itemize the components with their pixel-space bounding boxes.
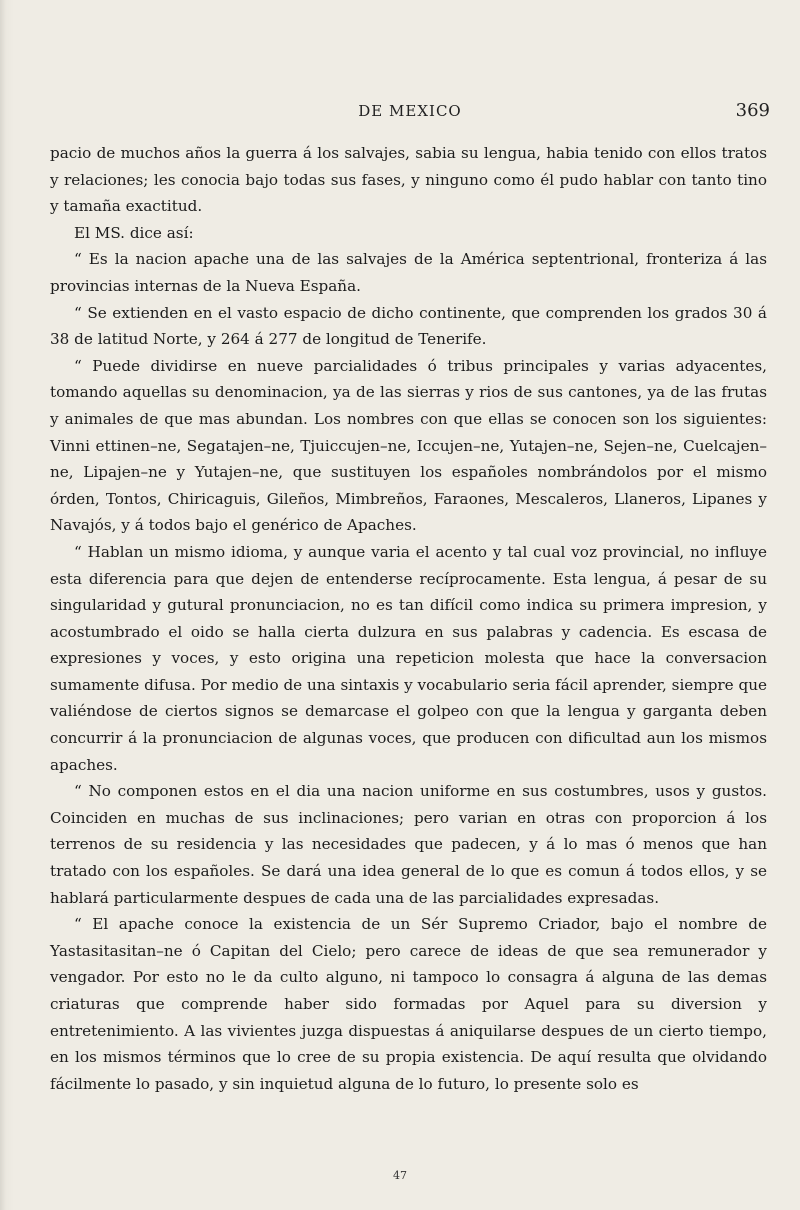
paragraph: “ El apache conoce la existencia de un Sér Supremo Criador, bajo el nombre de Yastasitasitan–ne ó Capitan del Cielo; pero carece de ideas de que sea remunerador y vengador. Por esto no le da culto alguno, ni tampoco lo consagra á alguna de las demas criaturas que comprende haber sido formadas por Aquel para su diversion y entretenimiento. A las vivientes juzga dispuestas á aniquilarse despues de un cierto tiempo, en los mismos términos que lo cree de su propia existencia. De aquí resulta que olvidando fácilmente lo pasado, y sin inquietud alguna de lo futuro, lo presente solo es — [50, 915, 767, 1093]
running-title: DE MEXICO — [358, 102, 462, 120]
body-text — [50, 140, 767, 1097]
page-number: 369 — [735, 100, 770, 121]
paragraph: “ Puede dividirse en nueve parcialidades ó tribus principales y varias adyacentes, tomando aquellas su denominacion, ya de las sierras y rios de sus cantones, ya de las frutas y animales de que mas abundan. Los nombres con que ellas se conocen son los siguientes: Vinni ettinen–ne, Segatajen–ne, Tjuiccujen–ne, Iccujen–ne, Yutajen–ne, Sejen–ne, Cuelcajen–ne, Lipajen–ne y Yutajen–ne, que sustituyen los españoles nombrándolos por el mismo órden, Tontos, Chiricaguis, Gileños, Mimbreños, Faraones, Mescaleros, Llaneros, Lipanes y Navajós, y á todos bajo el genérico de Apaches. — [50, 356, 767, 535]
paragraph: “ No componen estos en el dia una nacion uniforme en sus costumbres, usos y gustos. Coinciden en muchas de sus inclinaciones; pero varian en otras con proporcion á los terrenos de su residencia y las necesidades que padecen, y á lo mas ó menos que han tratado con los españoles. Se dará una idea general de lo que es comun á todos ellos, y se hablará particularmente despues de cada una de las parcialidades expresadas. — [50, 782, 767, 907]
paragraph: El MS. dice así: — [74, 223, 194, 242]
paragraph: “ Es la nacion apache una de las salvajes de la América septentrional, fronteriza á las provincias internas de la Nueva España. — [50, 250, 767, 295]
running-head — [50, 102, 770, 128]
signature-mark: 47 — [393, 1169, 407, 1182]
paragraph: “ Hablan un mismo idioma, y aunque varia el acento y tal cual voz provincial, no influye esta diferencia para que dejen de entenderse recíprocamente. Esta lengua, á pesar de su singularidad y gutural pronunciacion, no es tan difícil como indica su primera impresion, y acostumbrado el oido se halla cierta dulzura en sus palabras y cadencia. Es escasa de expresiones y voces, y esto origina una repeticion molesta que hace la conversacion sumamente difusa. Por medio de una sintaxis y vocabulario seria fácil aprender, siempre que valiéndose de ciertos signos se demarcase el golpeo con que la lengua y garganta deben concurrir á la pronunciacion de algunas voces, que producen con dificultad aun los mismos apaches. — [50, 542, 767, 774]
paragraph: pacio de muchos años la guerra á los salvajes, sabia su lengua, habia tenido con ellos tratos y relaciones; les conocia bajo todas sus fases, y ninguno como él pudo hablar con tanto tino y tamaña exactitud. — [50, 144, 767, 216]
paragraph: “ Se extienden en el vasto espacio de dicho continente, que comprenden los grados 30 á 38 de latitud Norte, y 264 á 277 de longitud de Tenerife. — [50, 303, 767, 349]
